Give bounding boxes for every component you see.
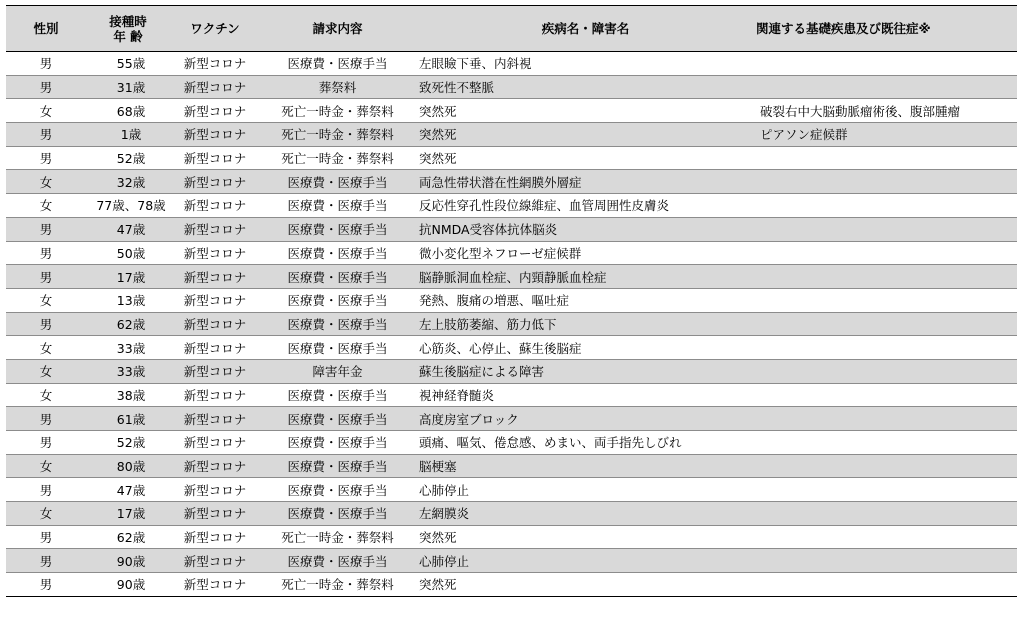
cell-claim: 医療費・医療手当 <box>260 478 415 502</box>
cell-vaccine: 新型コロナ <box>170 312 260 336</box>
cell-age: 77歳、78歳 <box>86 194 170 218</box>
cell-sex: 男 <box>6 573 86 597</box>
cell-disease: 左上肢筋萎縮、筋力低下 <box>415 312 756 336</box>
header-sex: 性別 <box>6 6 86 52</box>
header-row <box>6 6 1017 52</box>
cell-history: ピアソン症候群 <box>756 123 1017 147</box>
cell-vaccine: 新型コロナ <box>170 336 260 360</box>
table-row <box>6 75 1017 99</box>
cell-claim: 死亡一時金・葬祭料 <box>260 525 415 549</box>
cell-history <box>756 52 1017 76</box>
table-row <box>6 573 1017 597</box>
cell-claim: 医療費・医療手当 <box>260 52 415 76</box>
header-age-line2: 年 齢 <box>113 28 143 44</box>
cell-age: 61歳 <box>86 407 170 431</box>
cell-age: 33歳 <box>86 359 170 383</box>
cell-disease: 突然死 <box>415 573 756 597</box>
table-row <box>6 146 1017 170</box>
cell-vaccine: 新型コロナ <box>170 52 260 76</box>
table-row <box>6 502 1017 526</box>
table-row <box>6 336 1017 360</box>
cell-sex: 男 <box>6 525 86 549</box>
cell-history <box>756 241 1017 265</box>
cell-history <box>756 146 1017 170</box>
cell-disease: 蘇生後脳症による障害 <box>415 359 756 383</box>
cell-vaccine: 新型コロナ <box>170 123 260 147</box>
cell-age: 47歳 <box>86 217 170 241</box>
cell-age: 90歳 <box>86 549 170 573</box>
cell-history <box>756 407 1017 431</box>
cell-claim: 医療費・医療手当 <box>260 170 415 194</box>
table-row <box>6 407 1017 431</box>
cell-disease: 視神経脊髄炎 <box>415 383 756 407</box>
cell-sex: 女 <box>6 194 86 218</box>
cell-sex: 男 <box>6 549 86 573</box>
cell-vaccine: 新型コロナ <box>170 454 260 478</box>
cell-history <box>756 336 1017 360</box>
cell-age: 38歳 <box>86 383 170 407</box>
cell-vaccine: 新型コロナ <box>170 478 260 502</box>
cell-age: 50歳 <box>86 241 170 265</box>
cell-age: 52歳 <box>86 431 170 455</box>
cell-vaccine: 新型コロナ <box>170 265 260 289</box>
cell-vaccine: 新型コロナ <box>170 573 260 597</box>
cell-history <box>756 75 1017 99</box>
cell-claim: 死亡一時金・葬祭料 <box>260 146 415 170</box>
cell-disease: 心肺停止 <box>415 549 756 573</box>
cell-sex: 男 <box>6 265 86 289</box>
cell-sex: 男 <box>6 75 86 99</box>
table-row <box>6 241 1017 265</box>
table-row <box>6 123 1017 147</box>
cell-vaccine: 新型コロナ <box>170 217 260 241</box>
header-age-line1: 接種時 <box>109 13 147 29</box>
cell-history <box>756 573 1017 597</box>
cell-claim: 医療費・医療手当 <box>260 265 415 289</box>
table-row <box>6 549 1017 573</box>
cell-claim: 障害年金 <box>260 359 415 383</box>
table-row <box>6 170 1017 194</box>
cell-disease: 突然死 <box>415 99 756 123</box>
cell-disease: 発熱、腹痛の増悪、嘔吐症 <box>415 288 756 312</box>
cell-claim: 医療費・医療手当 <box>260 194 415 218</box>
cell-sex: 女 <box>6 336 86 360</box>
cell-disease: 心肺停止 <box>415 478 756 502</box>
cell-sex: 男 <box>6 241 86 265</box>
cell-sex: 男 <box>6 217 86 241</box>
cell-age: 90歳 <box>86 573 170 597</box>
cell-vaccine: 新型コロナ <box>170 194 260 218</box>
cell-vaccine: 新型コロナ <box>170 525 260 549</box>
cell-vaccine: 新型コロナ <box>170 502 260 526</box>
cell-claim: 医療費・医療手当 <box>260 454 415 478</box>
cell-vaccine: 新型コロナ <box>170 99 260 123</box>
cell-vaccine: 新型コロナ <box>170 383 260 407</box>
cell-history: 破裂右中大脳動脈瘤術後、腹部腫瘤 <box>756 99 1017 123</box>
cell-disease: 高度房室ブロック <box>415 407 756 431</box>
cell-age: 52歳 <box>86 146 170 170</box>
cell-claim: 葬祭料 <box>260 75 415 99</box>
table-header <box>6 6 1017 52</box>
cell-sex: 女 <box>6 383 86 407</box>
cell-history <box>756 478 1017 502</box>
cell-claim: 死亡一時金・葬祭料 <box>260 123 415 147</box>
cell-vaccine: 新型コロナ <box>170 431 260 455</box>
cell-disease: 頭痛、嘔気、倦怠感、めまい、両手指先しびれ <box>415 431 756 455</box>
table-row <box>6 217 1017 241</box>
cell-claim: 医療費・医療手当 <box>260 241 415 265</box>
header-disease: 疾病名・障害名 <box>415 6 756 52</box>
cell-vaccine: 新型コロナ <box>170 170 260 194</box>
cell-claim: 医療費・医療手当 <box>260 312 415 336</box>
cell-age: 80歳 <box>86 454 170 478</box>
cell-history <box>756 525 1017 549</box>
table-row <box>6 52 1017 76</box>
cell-vaccine: 新型コロナ <box>170 407 260 431</box>
cell-disease: 反応性穿孔性段位線維症、血管周囲性皮膚炎 <box>415 194 756 218</box>
cell-disease: 左眼瞼下垂、内斜視 <box>415 52 756 76</box>
cell-age: 17歳 <box>86 502 170 526</box>
cell-vaccine: 新型コロナ <box>170 359 260 383</box>
cell-vaccine: 新型コロナ <box>170 146 260 170</box>
cell-disease: 抗NMDA受容体抗体脳炎 <box>415 217 756 241</box>
cell-sex: 女 <box>6 288 86 312</box>
cell-disease: 微小変化型ネフローゼ症候群 <box>415 241 756 265</box>
table-row <box>6 383 1017 407</box>
cell-claim: 医療費・医療手当 <box>260 549 415 573</box>
table-row <box>6 478 1017 502</box>
cell-disease: 突然死 <box>415 525 756 549</box>
cell-disease: 脳静脈洞血栓症、内頸静脈血栓症 <box>415 265 756 289</box>
cell-history <box>756 502 1017 526</box>
cell-disease: 脳梗塞 <box>415 454 756 478</box>
cell-age: 62歳 <box>86 525 170 549</box>
cell-sex: 男 <box>6 407 86 431</box>
cell-disease: 心筋炎、心停止、蘇生後脳症 <box>415 336 756 360</box>
header-history: 関連する基礎疾患及び既往症※ <box>756 6 1017 52</box>
cell-history <box>756 431 1017 455</box>
cell-vaccine: 新型コロナ <box>170 241 260 265</box>
cell-sex: 女 <box>6 170 86 194</box>
cell-vaccine: 新型コロナ <box>170 549 260 573</box>
cell-claim: 死亡一時金・葬祭料 <box>260 99 415 123</box>
header-age <box>86 6 170 52</box>
table-row <box>6 194 1017 218</box>
cell-history <box>756 170 1017 194</box>
cell-claim: 医療費・医療手当 <box>260 383 415 407</box>
cell-history <box>756 312 1017 336</box>
cell-history <box>756 288 1017 312</box>
relief-claims-table <box>6 5 1017 597</box>
cell-age: 55歳 <box>86 52 170 76</box>
cell-history <box>756 217 1017 241</box>
cell-age: 33歳 <box>86 336 170 360</box>
cell-history <box>756 383 1017 407</box>
cell-sex: 男 <box>6 312 86 336</box>
cell-age: 31歳 <box>86 75 170 99</box>
table-row <box>6 454 1017 478</box>
table-row <box>6 99 1017 123</box>
cell-sex: 男 <box>6 123 86 147</box>
cell-age: 32歳 <box>86 170 170 194</box>
cell-claim: 医療費・医療手当 <box>260 288 415 312</box>
cell-history <box>756 359 1017 383</box>
cell-disease: 突然死 <box>415 146 756 170</box>
cell-claim: 医療費・医療手当 <box>260 431 415 455</box>
cell-sex: 女 <box>6 99 86 123</box>
cell-claim: 医療費・医療手当 <box>260 502 415 526</box>
cell-disease: 左網膜炎 <box>415 502 756 526</box>
table-row <box>6 288 1017 312</box>
cell-age: 47歳 <box>86 478 170 502</box>
cell-sex: 女 <box>6 454 86 478</box>
cell-age: 13歳 <box>86 288 170 312</box>
cell-claim: 死亡一時金・葬祭料 <box>260 573 415 597</box>
cell-claim: 医療費・医療手当 <box>260 407 415 431</box>
cell-sex: 男 <box>6 52 86 76</box>
table-body <box>6 52 1017 597</box>
cell-disease: 突然死 <box>415 123 756 147</box>
cell-history <box>756 549 1017 573</box>
cell-sex: 男 <box>6 478 86 502</box>
cell-sex: 女 <box>6 359 86 383</box>
table-row <box>6 359 1017 383</box>
table-row <box>6 312 1017 336</box>
cell-history <box>756 265 1017 289</box>
table-row <box>6 431 1017 455</box>
header-vaccine: ワクチン <box>170 6 260 52</box>
cell-disease: 致死性不整脈 <box>415 75 756 99</box>
cell-claim: 医療費・医療手当 <box>260 336 415 360</box>
header-claim: 請求内容 <box>260 6 415 52</box>
cell-vaccine: 新型コロナ <box>170 75 260 99</box>
table-row <box>6 525 1017 549</box>
cell-claim: 医療費・医療手当 <box>260 217 415 241</box>
cell-sex: 男 <box>6 431 86 455</box>
cell-sex: 男 <box>6 146 86 170</box>
cell-vaccine: 新型コロナ <box>170 288 260 312</box>
cell-history <box>756 454 1017 478</box>
cell-age: 1歳 <box>86 123 170 147</box>
table-row <box>6 265 1017 289</box>
cell-sex: 女 <box>6 502 86 526</box>
cell-history <box>756 194 1017 218</box>
cell-age: 17歳 <box>86 265 170 289</box>
cell-age: 62歳 <box>86 312 170 336</box>
cell-age: 68歳 <box>86 99 170 123</box>
cell-disease: 両急性帯状潜在性網膜外層症 <box>415 170 756 194</box>
